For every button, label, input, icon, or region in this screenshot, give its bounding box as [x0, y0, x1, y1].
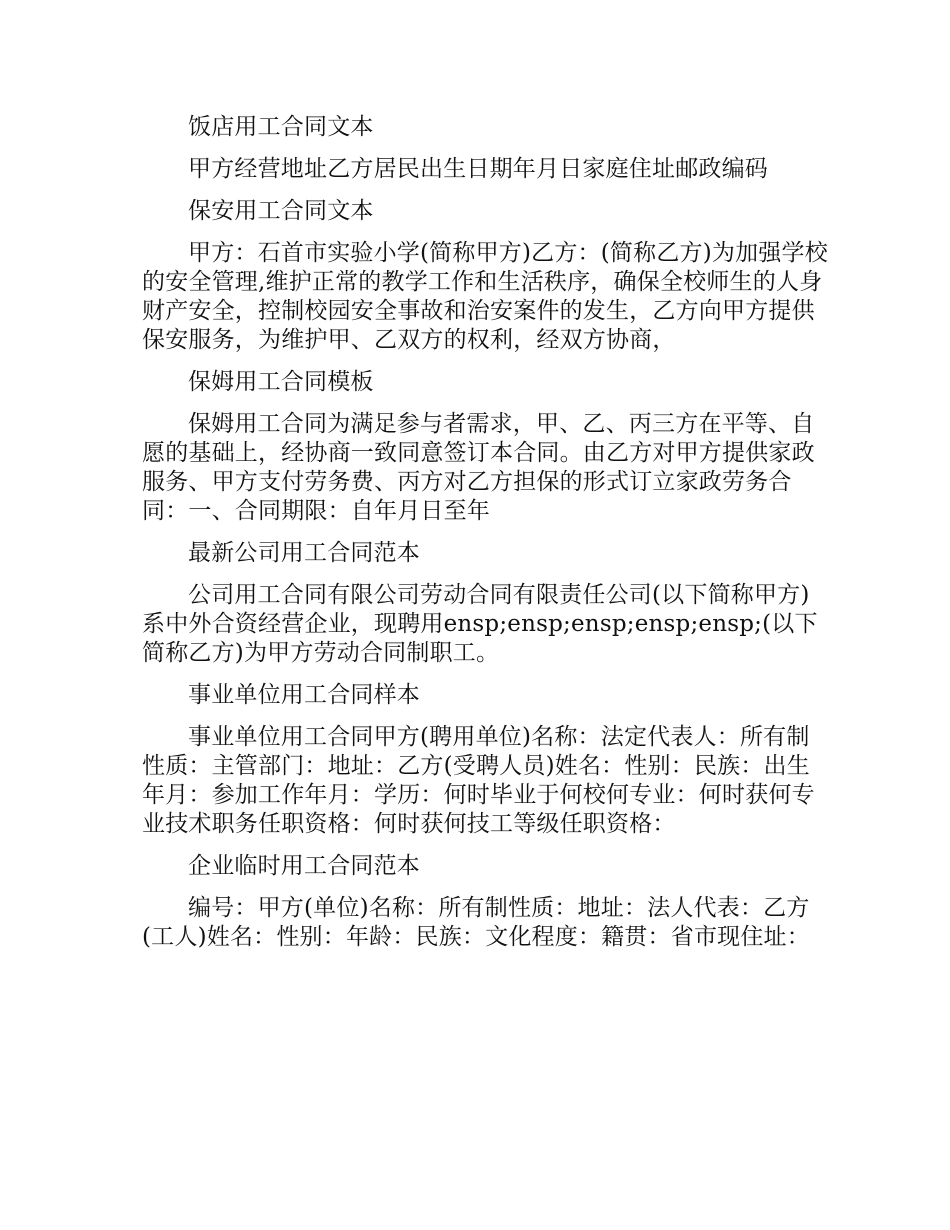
section-heading-hotel-contract: 饭店用工合同文本 — [188, 114, 374, 140]
paragraph-public-institution-contract: 事业单位用工合同甲方(聘用单位)名称：法定代表人：所有制性质：主管部门：地址：乙方(受聘人员)姓名：性别：民族：出生年月：参加工作年月：学历：何时毕业于何校何专业：何时获何专业技术职务任职资格：何时获何技工等级任职资格： — [142, 724, 815, 837]
section-heading-public-institution-contract: 事业单位用工合同样本 — [188, 682, 420, 708]
paragraph-company-contract: 公司用工合同有限公司劳动合同有限责任公司(以下简称甲方)系中外合资经营企业，现聘用ensp;ensp;ensp;ensp;ensp;(以下简称乙方)为甲方劳动合同制职工。 — [142, 582, 818, 666]
section-heading-nanny-contract: 保姆用工合同模板 — [188, 369, 374, 395]
paragraph-temporary-contract: 编号：甲方(单位)名称：所有制性质：地址：法人代表：乙方(工人)姓名：性别：年龄：民族：文化程度：籍贯：省市现住址： — [142, 895, 810, 950]
paragraph-nanny-contract: 保姆用工合同为满足参与者需求，甲、乙、丙三方在平等、自愿的基础上，经协商一致同意签订本合同。由乙方对甲方提供家政服务、甲方支付劳务费、丙方对乙方担保的形式订立家政劳务合同：一、合同期限：自年月日至年 — [142, 411, 815, 524]
section-heading-temporary-contract: 企业临时用工合同范本 — [188, 853, 420, 879]
document-page — [142, 113, 832, 965]
section-heading-security-contract: 保安用工合同文本 — [188, 198, 374, 224]
paragraph-security-contract: 甲方：石首市实验小学(简称甲方)乙方：(简称乙方)为加强学校的安全管理,维护正常的教学工作和生活秩序，确保全校师生的人身财产安全，控制校园安全事故和治安案件的发生，乙方向甲方提供保安服务，为维护甲、乙双方的权利，经双方协商， — [142, 240, 828, 353]
paragraph-hotel-contract: 甲方经营地址乙方居民出生日期年月日家庭住址邮政编码 — [188, 156, 768, 182]
section-heading-company-contract: 最新公司用工合同范本 — [188, 540, 420, 566]
